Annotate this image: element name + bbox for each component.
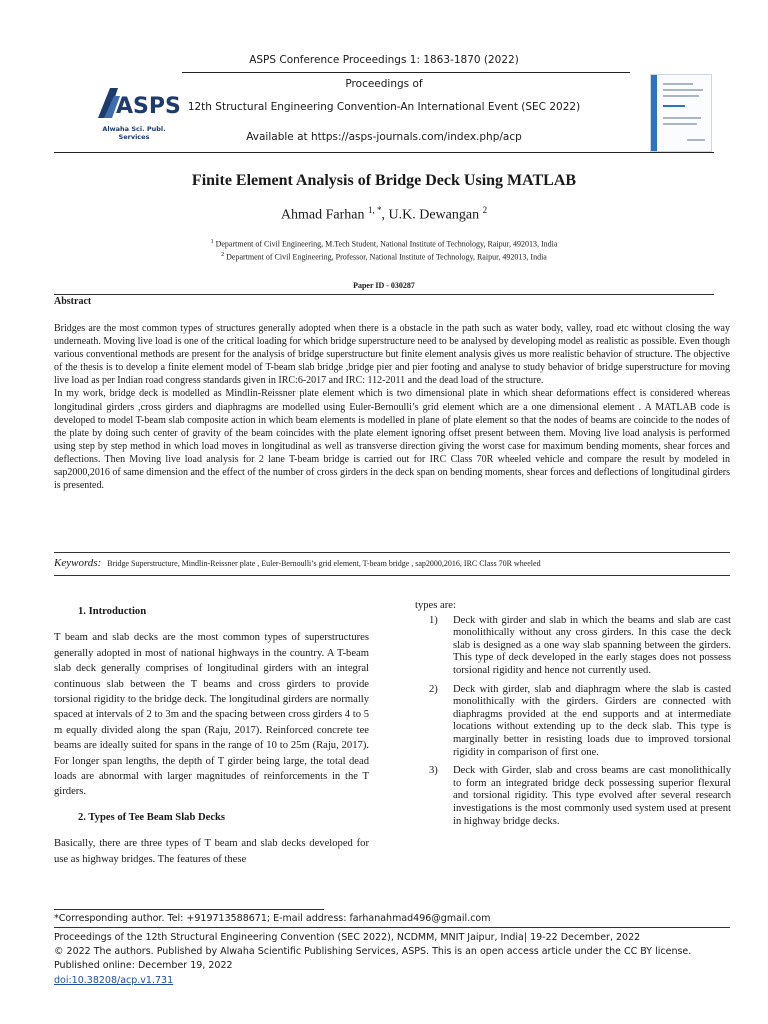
author-1-affil-mark: 1, * xyxy=(368,205,382,215)
footer-published: Published online: December 19, 2022 xyxy=(54,960,233,972)
doi-link[interactable]: doi:10.38208/acp.v1.731 xyxy=(54,974,174,986)
section-heading-introduction: 1. Introduction xyxy=(78,606,147,617)
list-item xyxy=(415,765,731,828)
author-2-affil-mark: 2 xyxy=(482,205,488,215)
list-number: 1) xyxy=(429,614,438,626)
paper-title: Finite Element Analysis of Bridge Deck Using MATLAB xyxy=(191,172,577,189)
author-list xyxy=(0,205,768,224)
abstract-heading: Abstract xyxy=(54,296,92,307)
left-column xyxy=(54,600,369,867)
paper-id: Paper ID - 030287 xyxy=(353,281,415,290)
logo-text: ASPS xyxy=(116,94,181,119)
abstract-paragraph: Bridges are the most common types of structures generally adopted when there is a obstacle in the path such as water body, valley, road etc without closing the way underneath. Moving live load is one of the critical loading for which bridge superstructure need to be analysed by developing model as realistic as possible. Even though various conventional methods are present for the analysis of bridge superstructure but finite element analysis gives us more realistic behavior of structure. The objective of the thesis is to develop a finite element model of T-beam slab bridge ,bridge pier and pier footing and analyse to study behavior of bridge superstructure for moving live load as per Indian road congress standards given in IRC:6-2017 and IRC: 112-2011 and the dead load of the structure. xyxy=(54,323,730,387)
list-item xyxy=(415,684,731,760)
abstract-paragraph: In my work, bridge deck is modelled as Mindlin-Reissner plate element which is two dimensional plate in which shear deformations effect is considered whereas longitudinal girders ,cross girders and diaphragms are modelled using Euler-Bernoulli’s grid element which are a one dimensional element . A MATLAB code is developed to model T-beam slab composite action in which beam elements is modelled in plane of plate element so that the nodes of beams are coincide to the nodes of the plate by doing such center of gravity of the beam coincides with the plate element ignoring offset present between them. Moving live load analysis is performed using step by step method in which load moves in longitudinal as well as transverse direction giving the worst case for maximum bending moments, shear forces and deflections. Then Moving live load analysis for 2 lane T-beam bridge is carried out for IRC Class 70R wheeled vehicle and compare the result by modeled in sap2000,2016 of same dimension and the effect of the number of cross girders in the deck span on bending moments, shear forces and deflections of longitudinal girders is presented. xyxy=(54,388,730,492)
list-text: Deck with girder and slab in which the beams and slab are cast monolithically without any cross girders. In this case the deck slab is designed as a one way slab spanning between the girders. This type of deck developed in the early stages does not possess torsional rigidity and hence not currently used. xyxy=(453,614,731,676)
list-item xyxy=(415,615,731,678)
footnote-rule xyxy=(54,909,324,910)
author-1: Ahmad Farhan xyxy=(280,207,368,223)
list-number: 3) xyxy=(429,765,438,777)
proceedings-label: Proceedings of xyxy=(345,78,423,90)
journal-cover-thumbnail xyxy=(650,74,712,152)
header-bottom-rule xyxy=(54,152,714,153)
proceedings-citation: ASPS Conference Proceedings 1: 1863-1870 (2022) xyxy=(249,54,519,66)
list-text: Deck with girder, slab and diaphragm where the slab is casted monolithically with the girders. Girders are connected with diaphragms provided at the end supports and at intermediate locations without extending up to the deck slab. This type is marginally better in resisting loads due to improved torsional rigidity in comparison of first one. xyxy=(453,683,731,758)
corresponding-author: *Corresponding author. Tel: +919713588671; E-mail address: farhanahmad496@gmail.com xyxy=(54,913,491,924)
types-intro: types are: xyxy=(415,600,456,611)
asps-logo xyxy=(96,82,181,141)
intro-paragraph: T beam and slab decks are the most common types of superstructures generally adopted in most of national highways in the country. A T-beam slab deck generally comprises of longitudinal girders with an integral continuous slab between the T beams and cross girders to provide torsional rigidity to the bridge deck. The longitudinal girders are normally spaced at intervals of 2 to 3m and the spacing between cross girders 4 to 5 m equally divided along the span (Raju, 2017). Reinforced concrete tee beams are ideally suited for spans in the range of 10 to 25m (Raju, 2017). For longer span lengths, the depth of T girder being large, the total dead loads are abnormal with larger magnitudes of reinforcements in the T girders. xyxy=(54,632,369,798)
logo-tagline: Alwaha Sci. Publ. Services xyxy=(102,125,166,141)
author-2: , U.K. Dewangan xyxy=(381,207,483,223)
footer-rule xyxy=(54,927,730,928)
list-text: Deck with Girder, slab and cross beams are cast monolithically to form an integrated bridge deck possessing superior flexural and torsional rigidity. This type evolved after several research investigations is the most commonly used system used at present in highway bridge decks. xyxy=(453,765,731,827)
types-paragraph: Basically, there are three types of T beam and slab decks developed for use as highway bridges. The features of these xyxy=(54,838,369,865)
footer-proceedings: Proceedings of the 12th Structural Engineering Convention (SEC 2022), NCDMM, MNIT Jaipur, India| 19-22 December, 2022 xyxy=(54,932,641,943)
keywords xyxy=(54,557,730,569)
abstract-body xyxy=(54,322,730,492)
right-column xyxy=(415,600,731,834)
affiliation-1: $^1$ Department of Civil Engineering, M.Tech Student, National Institute of Technology, Raipur, 492013, India xyxy=(210,239,558,249)
keywords-bottom-rule xyxy=(54,575,730,576)
footer xyxy=(54,931,730,988)
affiliation-2: $^2$ Department of Civil Engineering, Professor, National Institute of Technology, Raipur, 492013, India xyxy=(221,252,547,262)
keywords-top-rule xyxy=(54,552,730,553)
header-rule xyxy=(182,72,630,73)
footer-license: © 2022 The authors. Published by Alwaha Scientific Publishing Services, ASPS. This is an open access article under the CC BY license. xyxy=(54,946,692,958)
keywords-text: Bridge Superstructure, Mindlin-Reissner plate , Euler-Bernoulli’s grid element, T-beam bridge , sap2000,2016, IRC Class 70R wheeled xyxy=(107,559,541,568)
section-heading-types: 2. Types of Tee Beam Slab Decks xyxy=(78,811,226,823)
abstract-rule xyxy=(54,294,714,295)
journal-url[interactable]: Available at https://asps-journals.com/index.php/acp xyxy=(246,131,522,143)
list-number: 2) xyxy=(429,683,438,695)
asps-logo-mark xyxy=(96,82,181,126)
keywords-label: Keywords: xyxy=(54,557,102,569)
event-name: 12th Structural Engineering Convention-An International Event (SEC 2022) xyxy=(187,101,581,113)
